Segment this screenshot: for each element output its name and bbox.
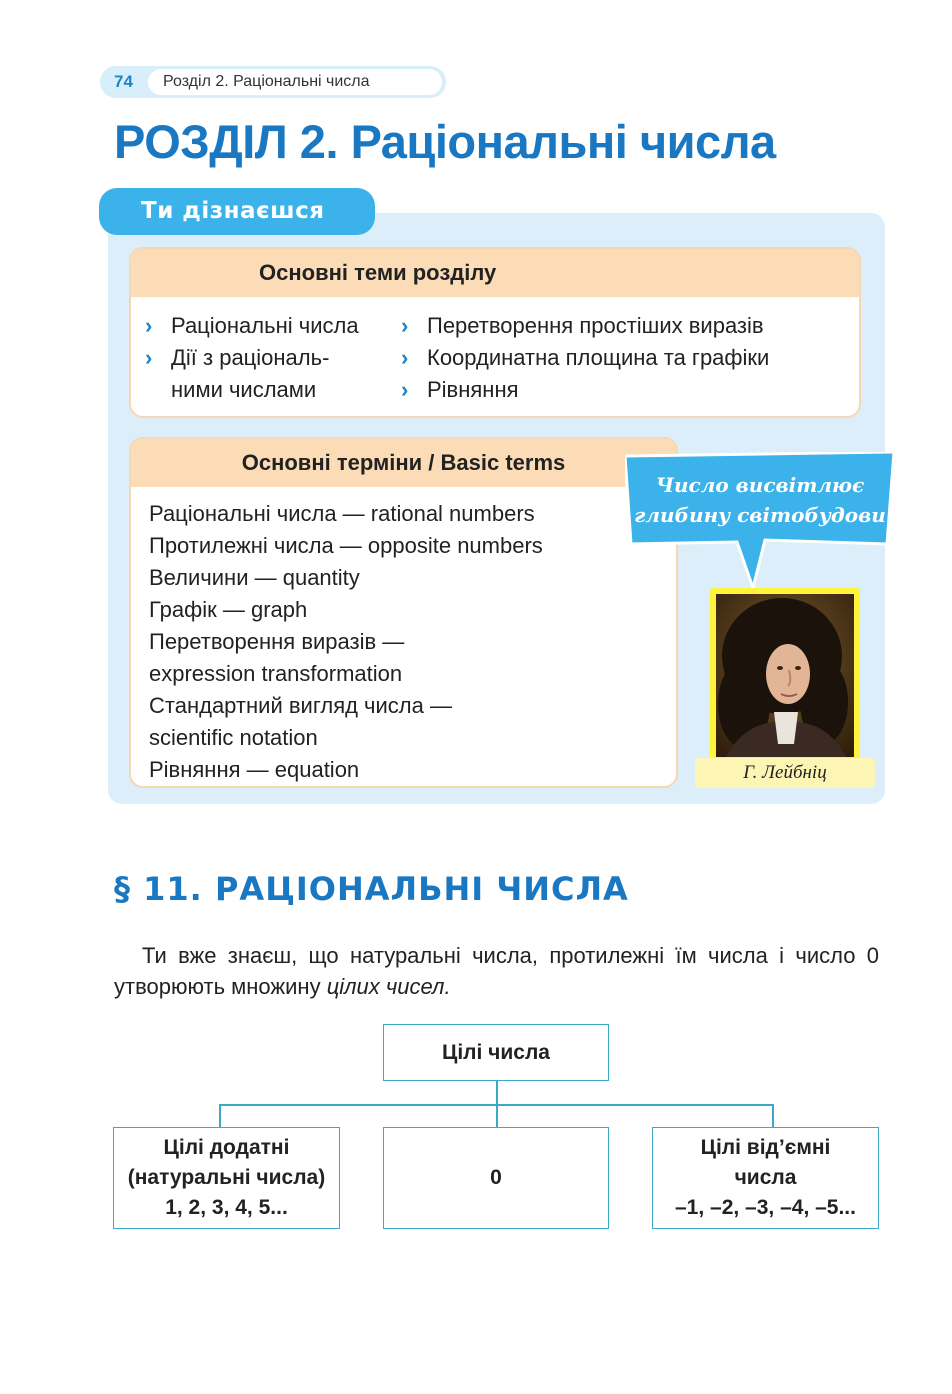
term-line: Перетворення виразів — [149,629,405,654]
quote-text: Число висвітлює глибину світобудови [634,473,886,527]
term-line: Рівняння — equation [149,757,360,782]
intro-paragraph: Ти вже знаєш, що натуральні числа, протилежні їм числа і число 0 утворюють множину цілих чисел. [114,943,879,999]
diagram-connector [219,1104,221,1128]
term-line: Раціональні числа — rational numbers [149,501,535,526]
chevron-right-icon: › [401,377,409,402]
topic-item: › Перетворення простіших виразів [401,310,851,342]
topics-card [129,247,861,418]
chevron-right-icon: › [145,313,153,338]
portrait-frame [710,588,860,763]
topic-item: › Рівняння [401,374,851,406]
topics-list-left [145,310,395,406]
diagram-box-positive: Цілі додатні (натуральні числа) 1, 2, 3, 4, 5... [113,1127,340,1229]
chapter-title: РОЗДІЛ 2. Раціональні числа [114,115,776,168]
chevron-right-icon: › [401,313,409,338]
learn-tab-label: Ти дізнаєшся [141,198,325,224]
chevron-right-icon: › [145,345,153,370]
leibniz-portrait [716,594,854,757]
term-line: expression transformation [149,661,403,686]
term-line: scientific notation [149,725,318,750]
quote-bubble [625,452,894,544]
topic-item: › Координатна площина та графіки [401,342,851,374]
terms-list [149,498,543,786]
running-header-section: Розділ 2. Раціональні числа [148,69,442,95]
page-number: 74 [114,72,133,91]
diagram-connector [772,1104,774,1128]
term-line: Стандартний вигляд числа — [149,693,452,718]
chevron-right-icon: › [401,345,409,370]
emphasis-term: цілих чисел. [326,974,451,999]
terms-card [129,437,678,788]
diagram-connector [219,1104,773,1106]
diagram-root-box: Цілі числа [383,1024,609,1081]
term-line: Протилежні числа — opposite numbers [149,533,543,558]
topics-list-right [401,310,851,406]
topics-heading: Основні теми розділу [131,249,859,297]
topic-item: › Раціональні числа [145,310,395,342]
learn-tab [99,188,375,235]
topic-item: › Дії з раціональ- ними числами [145,342,395,406]
portrait-caption: Г. Лейбніц [695,758,875,788]
term-line: Графік — graph [149,597,308,622]
section-title: § 11. РАЦІОНАЛЬНІ ЧИСЛА [114,870,629,908]
term-line: Величини — quantity [149,565,360,590]
diagram-box-negative: Цілі від’ємні числа –1, –2, –3, –4, –5... [652,1127,879,1229]
terms-heading: Основні терміни / Basic terms [131,439,676,487]
diagram-box-zero: 0 [383,1127,609,1229]
running-header [100,66,446,98]
